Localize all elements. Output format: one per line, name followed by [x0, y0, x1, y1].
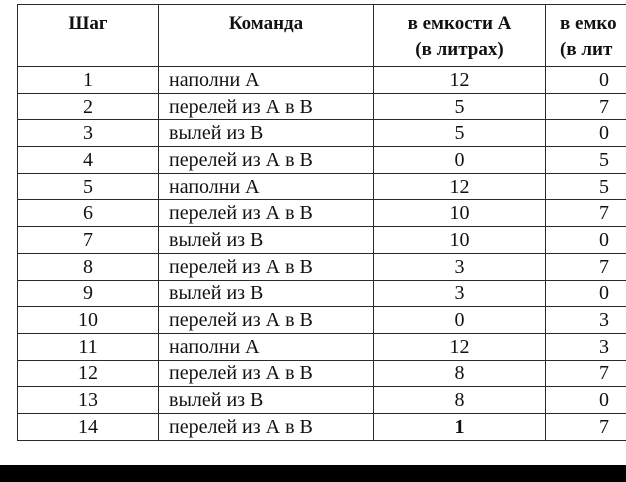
cell-step: 4	[18, 147, 159, 174]
table-row	[18, 413, 626, 440]
cell-container-a: 5	[374, 93, 546, 120]
water-jug-table-container	[17, 0, 626, 465]
cell-container-b	[546, 173, 626, 200]
cell-container-b	[546, 67, 626, 94]
table-row	[18, 360, 626, 387]
cell-step: 12	[18, 360, 159, 387]
table-row	[18, 307, 626, 334]
table-row	[18, 227, 626, 254]
cell-container-b-value: 3	[599, 335, 609, 358]
cell-container-b	[546, 93, 626, 120]
cell-container-a: 8	[374, 360, 546, 387]
cell-container-a: 12	[374, 333, 546, 360]
cell-container-b	[546, 227, 626, 254]
cell-container-b-value: 0	[599, 282, 609, 305]
cell-container-b-value: 7	[599, 95, 609, 118]
header-container-b	[546, 5, 626, 67]
header-container-b-line2: (в лит	[560, 39, 613, 60]
water-jug-table	[17, 4, 626, 441]
cell-command: вылей из В	[159, 387, 374, 414]
cell-container-b	[546, 200, 626, 227]
cell-container-b-value: 0	[599, 122, 609, 145]
cell-container-a: 10	[374, 200, 546, 227]
cell-container-b	[546, 253, 626, 280]
cell-step: 9	[18, 280, 159, 307]
cell-step: 3	[18, 120, 159, 147]
cell-container-a: 8	[374, 387, 546, 414]
header-container-a-line2: (в литрах)	[415, 39, 504, 60]
table-row	[18, 387, 626, 414]
cell-container-b	[546, 413, 626, 440]
cell-command: вылей из В	[159, 120, 374, 147]
cell-container-b	[546, 280, 626, 307]
cell-step: 13	[18, 387, 159, 414]
table-row	[18, 280, 626, 307]
cell-step: 14	[18, 413, 159, 440]
header-container-a-line1: в емкости А	[407, 13, 512, 34]
cell-container-b-value: 0	[599, 68, 609, 91]
cell-container-a: 12	[374, 173, 546, 200]
cell-container-b-value: 7	[599, 362, 609, 385]
cell-container-b	[546, 147, 626, 174]
header-command: Команда	[159, 5, 374, 67]
cell-step: 1	[18, 67, 159, 94]
cell-container-a: 0	[374, 307, 546, 334]
cell-container-b	[546, 333, 626, 360]
cell-container-b-value: 3	[599, 309, 609, 332]
cell-container-a: 1	[374, 413, 546, 440]
cell-step: 5	[18, 173, 159, 200]
cell-command: перелей из А в В	[159, 360, 374, 387]
cell-container-b-value: 0	[599, 228, 609, 251]
table-row	[18, 173, 626, 200]
cell-container-b	[546, 360, 626, 387]
cell-container-b-value: 5	[599, 175, 609, 198]
cell-container-a: 5	[374, 120, 546, 147]
table-header-row	[18, 5, 626, 67]
table-body	[18, 67, 626, 441]
cell-container-a: 3	[374, 253, 546, 280]
cell-command: вылей из В	[159, 227, 374, 254]
table-row	[18, 333, 626, 360]
table-row	[18, 253, 626, 280]
cell-step: 6	[18, 200, 159, 227]
cell-step: 2	[18, 93, 159, 120]
cell-container-b-value: 0	[599, 389, 609, 412]
cell-container-b-value: 5	[599, 148, 609, 171]
cell-command: перелей из А в В	[159, 93, 374, 120]
cell-container-b-value: 7	[599, 255, 609, 278]
cell-step: 10	[18, 307, 159, 334]
cell-command: вылей из В	[159, 280, 374, 307]
table-row	[18, 200, 626, 227]
table-row	[18, 67, 626, 94]
cell-command: перелей из А в В	[159, 200, 374, 227]
cell-container-b	[546, 120, 626, 147]
cell-command: наполни А	[159, 173, 374, 200]
header-container-a	[374, 5, 546, 67]
cell-container-a: 3	[374, 280, 546, 307]
header-container-b-line1: в емко	[560, 13, 617, 34]
table-row	[18, 147, 626, 174]
cell-container-a: 10	[374, 227, 546, 254]
cell-container-b-value: 7	[599, 415, 609, 438]
cell-container-b-value: 7	[599, 202, 609, 225]
table-row	[18, 93, 626, 120]
cell-command: наполни А	[159, 333, 374, 360]
cell-step: 7	[18, 227, 159, 254]
cell-command: перелей из А в В	[159, 413, 374, 440]
cell-command: перелей из А в В	[159, 147, 374, 174]
cell-command: наполни А	[159, 67, 374, 94]
cell-container-a: 0	[374, 147, 546, 174]
cell-step: 11	[18, 333, 159, 360]
cell-container-b	[546, 387, 626, 414]
cell-container-b	[546, 307, 626, 334]
cell-command: перелей из А в В	[159, 307, 374, 334]
cell-container-a: 12	[374, 67, 546, 94]
header-step: Шаг	[18, 5, 159, 67]
table-row	[18, 120, 626, 147]
bottom-black-bar	[0, 465, 626, 482]
cell-command: перелей из А в В	[159, 253, 374, 280]
cell-step: 8	[18, 253, 159, 280]
